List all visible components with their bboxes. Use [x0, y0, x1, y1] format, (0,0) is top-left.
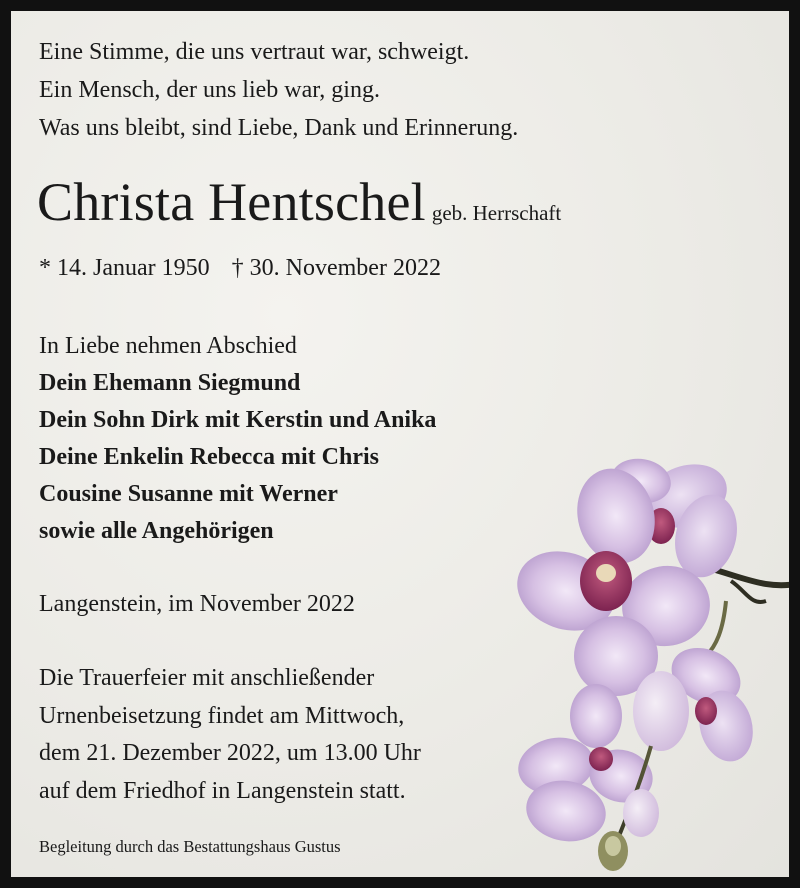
poem-line: Ein Mensch, der uns lieb war, ging.: [39, 77, 380, 103]
deceased-name: Christa Hentschel: [37, 172, 426, 232]
place-date: Langenstein, im November 2022: [39, 591, 355, 617]
funeral-line: auf dem Friedhof in Langenstein statt.: [39, 777, 406, 804]
deceased-heading: [37, 171, 561, 233]
funeral-info: [39, 660, 421, 810]
funeral-line: Die Trauerfeier mit anschließender: [39, 665, 375, 691]
mourner-name: Dein Sohn Dirk mit Kerstin und Anika: [39, 407, 437, 433]
undertaker-credit: Begleitung durch das Bestattungshaus Gustus: [39, 837, 341, 856]
mourner-name: Dein Ehemann Siegmund: [39, 370, 301, 396]
funeral-line: dem 21. Dezember 2022, um 13.00 Uhr: [39, 740, 421, 766]
death-date: † 30. November 2022: [231, 255, 441, 281]
poem-line: Eine Stimme, die uns vertraut war, schweigt.: [39, 39, 470, 65]
birth-date: * 14. Januar 1950: [39, 255, 210, 281]
poem-line: Was uns bleibt, sind Liebe, Dank und Erinnerung.: [39, 115, 519, 141]
mourners-block: [39, 328, 436, 550]
orchid-image: [501, 441, 800, 888]
mourners-intro: In Liebe nehmen Abschied: [39, 333, 297, 359]
mourner-name: Cousine Susanne mit Werner: [39, 481, 338, 507]
funeral-line: Urnenbeisetzung findet am Mittwoch,: [39, 702, 405, 729]
poem: [39, 33, 518, 147]
mourner-name: Deine Enkelin Rebecca mit Chris: [39, 444, 379, 470]
life-dates: [39, 255, 441, 282]
mourner-name: sowie alle Angehörigen: [39, 518, 274, 544]
birth-name: geb. Herrschaft: [431, 201, 562, 225]
